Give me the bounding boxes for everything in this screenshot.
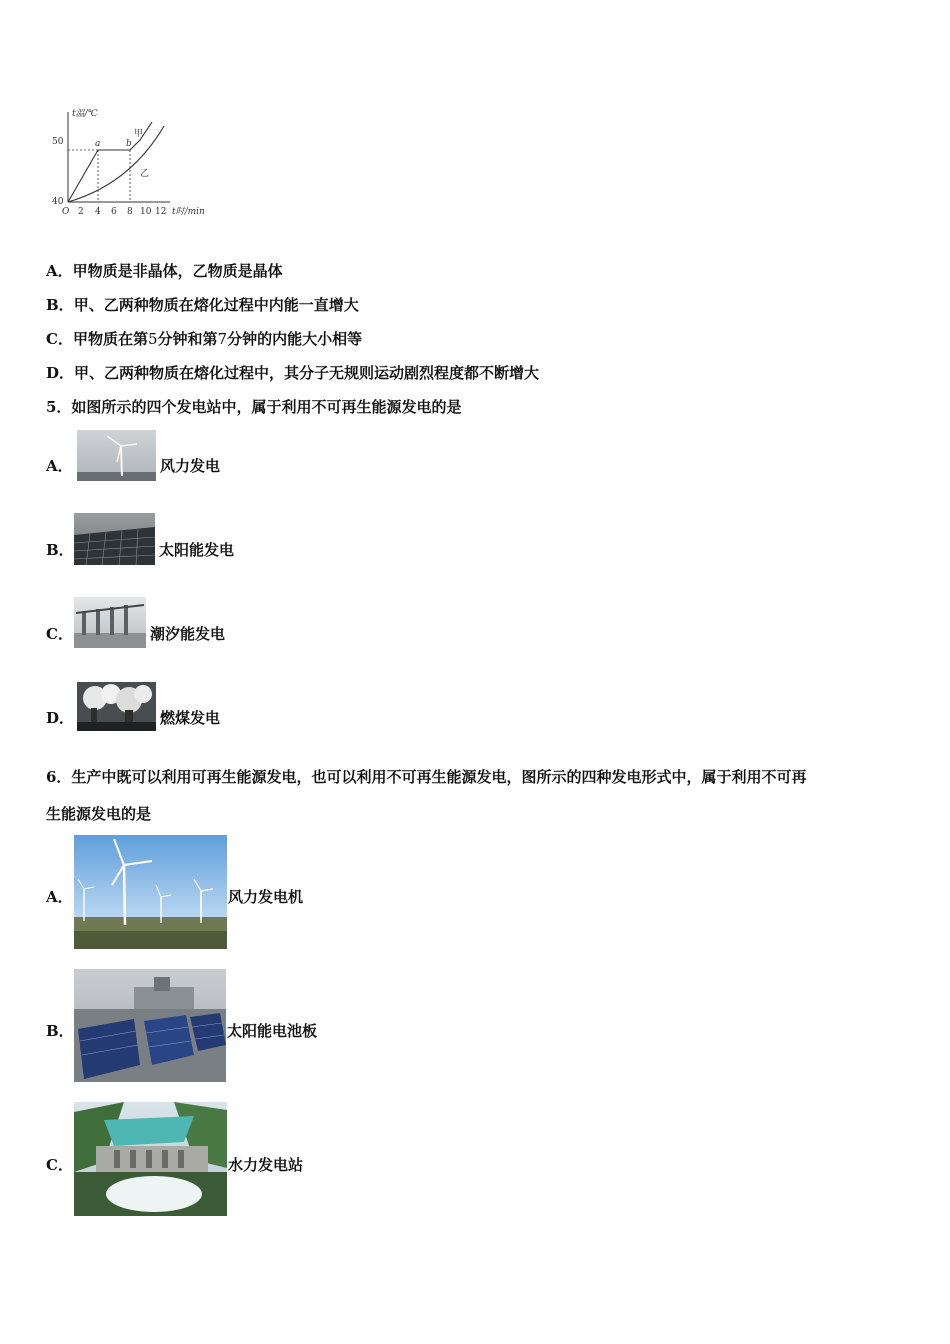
x-tick-2: 2 [78, 207, 84, 217]
q4-option-a-letter: A． [46, 262, 73, 280]
q4-option-c-text-c: 分钟的内能大小相等 [227, 330, 363, 348]
q5-option-a-label: 风力发电 [160, 457, 221, 475]
x-tick-4: 4 [95, 207, 101, 217]
q6-option-a-letter: A． [46, 888, 73, 906]
q6-option-a-label: 风力发电机 [228, 888, 304, 906]
x-tick-12: 12 [155, 207, 167, 217]
y-tick-40: 40 [52, 197, 64, 207]
q4-option-a [46, 261, 283, 281]
q4-option-a-text: 甲物质是非晶体，乙物质是晶体 [72, 262, 283, 280]
q4-option-c [46, 329, 362, 349]
q4-option-d-letter: D． [46, 364, 75, 382]
wind-farm-image [74, 835, 227, 949]
q5-option-b-label: 太阳能发电 [159, 541, 235, 559]
solar-power-image [74, 513, 155, 565]
q4-option-c-n1: 5 [147, 330, 158, 348]
x-tick-8: 8 [127, 207, 133, 217]
tidal-power-image [74, 597, 146, 648]
coal-power-image [77, 682, 156, 731]
q5-option-d-label: 燃煤发电 [160, 709, 221, 727]
y-axis-label: t温/℃ [72, 109, 98, 119]
q4-option-b [46, 295, 359, 315]
series-yi-label: 乙 [140, 169, 150, 179]
q5-option-b-letter: B． [46, 541, 74, 559]
smokestack-icon [77, 682, 156, 731]
tidal-turbine-icon [74, 597, 146, 648]
q6-option-c-letter: C． [46, 1156, 73, 1174]
wind-turbine-icon [77, 430, 156, 481]
q4-option-d [46, 363, 539, 383]
q4-option-b-letter: B． [46, 296, 74, 314]
y-tick-50: 50 [52, 137, 64, 147]
solar-array-icon [74, 969, 226, 1082]
x-axis-label: t时/min [172, 207, 205, 217]
q5-option-d-letter: D． [46, 709, 75, 727]
q6-stem-line2: 生能源发电的是 [46, 805, 152, 823]
q4-option-d-text: 甲、乙两种物质在熔化过程中，其分子无规则运动剧烈程度都不断增大 [74, 364, 540, 382]
x-tick-10: 10 [140, 207, 152, 217]
series-jia-label: 甲 [134, 129, 144, 139]
q4-option-b-text: 甲、乙两种物质在熔化过程中内能一直增大 [73, 296, 359, 314]
x-tick-6: 6 [111, 207, 117, 217]
hydro-power-image [74, 1102, 227, 1216]
q6-stem-line1: 6．生产中既可以利用可再生能源发电，也可以利用不可再生能源发电，图所示的四种发电形式中，属于利用不可再 [46, 768, 807, 786]
q5-stem: 5．如图所示的四个发电站中，属于利用不可再生能源发电的是 [46, 398, 462, 416]
point-b-label: b [126, 139, 132, 149]
wind-power-image [77, 430, 156, 481]
q6-option-b-letter: B． [46, 1022, 74, 1040]
melting-graph-svg [40, 104, 220, 222]
curve-yi [68, 126, 164, 202]
wind-farm-icon [74, 835, 227, 949]
q6-option-c-label: 水力发电站 [228, 1156, 304, 1174]
point-a-label: a [95, 139, 101, 149]
q5-option-c-label: 潮汐能发电 [150, 625, 226, 643]
x-tick-origin: O [62, 207, 70, 217]
q6-option-b-label: 太阳能电池板 [227, 1022, 318, 1040]
solar-panel-icon [74, 513, 155, 565]
q4-option-c-letter: C． [46, 330, 73, 348]
q4-option-c-text-b: 分钟和第 [157, 330, 218, 348]
solar-panels-image [74, 969, 226, 1082]
dam-icon [74, 1102, 227, 1216]
q4-option-c-text-a: 甲物质在第 [72, 330, 148, 348]
q5-option-c-letter: C． [46, 625, 73, 643]
q5-option-a-letter: A． [46, 457, 73, 475]
q4-option-c-n2: 7 [217, 330, 228, 348]
melting-graph [40, 104, 220, 222]
